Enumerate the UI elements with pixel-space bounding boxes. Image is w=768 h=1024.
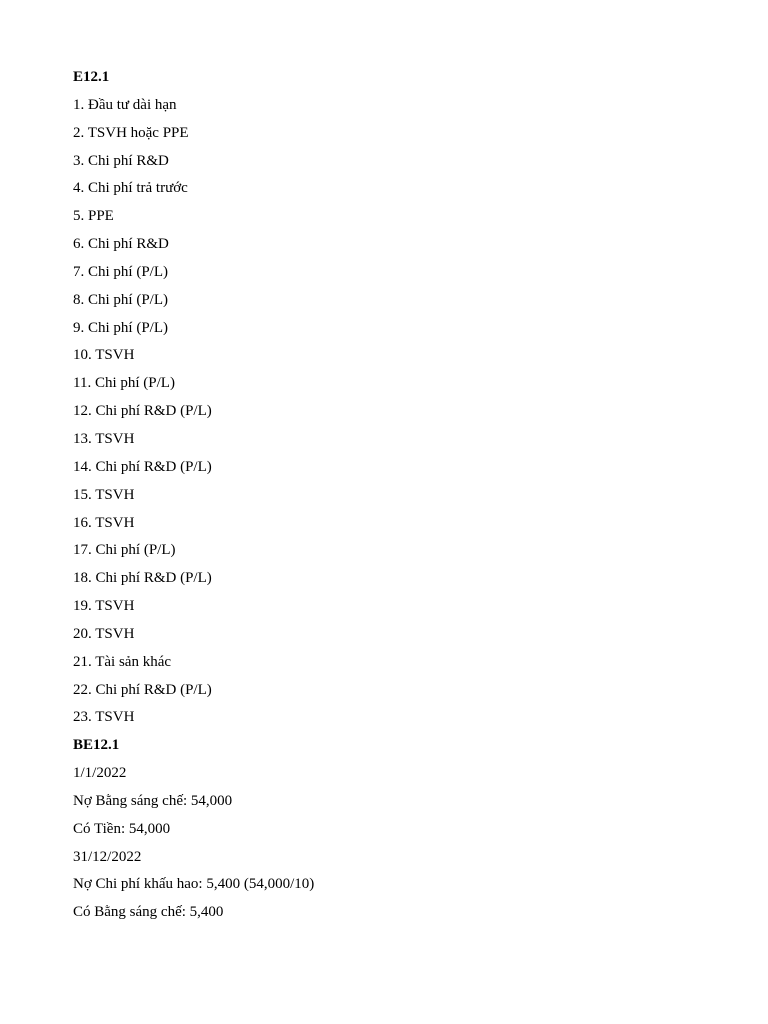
list-item: 5. PPE [73,208,114,225]
list-item: 10. TSVH [73,347,135,364]
list-item: 1. Đầu tư dài hạn [73,96,177,113]
list-item: 3. Chi phí R&D [73,152,169,169]
list-item: 23. TSVH [73,709,135,726]
list-item: 20. TSVH [73,625,135,642]
list-item: 2. TSVH hoặc PPE [73,124,189,141]
list-item: 16. TSVH [73,514,135,531]
section-heading-e12-1: E12.1 [73,69,110,85]
list-item: 14. Chi phí R&D (P/L) [73,458,212,475]
list-item: 11. Chi phí (P/L) [73,375,175,392]
list-item: 6. Chi phí R&D [73,236,169,253]
list-item: 12. Chi phí R&D (P/L) [73,403,212,420]
list-item: 13. TSVH [73,430,135,447]
journal-credit-entry: Có Bằng sáng chế: 5,400 [73,904,224,921]
list-item: 17. Chi phí (P/L) [73,542,176,559]
list-item: 15. TSVH [73,486,135,503]
list-item: 18. Chi phí R&D (P/L) [73,570,212,587]
journal-credit-entry: Có Tiền: 54,000 [73,820,171,837]
journal-date: 31/12/2022 [73,848,142,865]
section-heading-be12-1: BE12.1 [73,737,120,754]
list-item: 19. TSVH [73,598,135,615]
journal-debit-entry: Nợ Bằng sáng chế: 54,000 [73,792,233,809]
list-item: 9. Chi phí (P/L) [73,319,169,336]
document-content [73,64,693,927]
list-item: 21. Tài sản khác [73,653,172,670]
list-item: 4. Chi phí trả trước [73,180,188,197]
journal-debit-entry: Nợ Chi phí khấu hao: 5,400 (54,000/10) [73,876,315,893]
list-item: 22. Chi phí R&D (P/L) [73,681,212,698]
journal-date: 1/1/2022 [73,765,127,782]
list-item: 8. Chi phí (P/L) [73,291,169,308]
list-item: 7. Chi phí (P/L) [73,263,169,280]
